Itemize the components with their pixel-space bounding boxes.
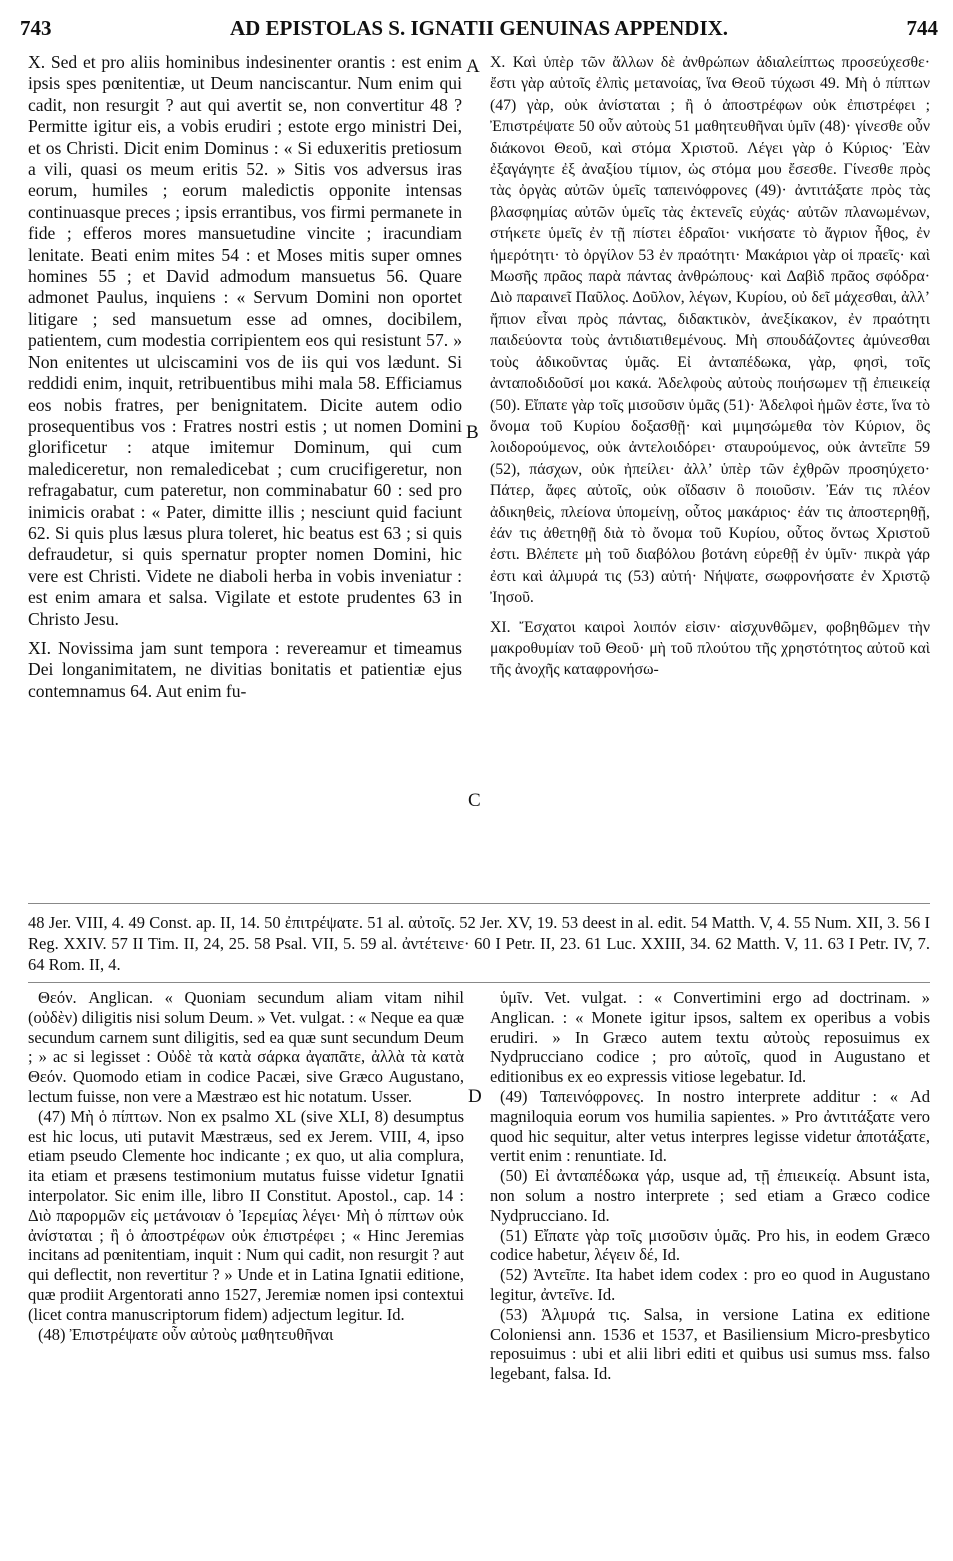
note-paragraph: (50) Εἰ ἀνταπέδωκα γάρ, usque ad, τῇ ἐπιεικείᾳ. Absunt ista, non solum a nostro interprete ; sed etiam a Græco codice Nydprucciano. Id.	[490, 1166, 930, 1225]
note-paragraph: (51) Εἴπατε γὰρ τοῖς μισοῦσιν ὑμᾶς. Pro his, in eodem Græco codice habetur, λέγειν δέ, Id.	[490, 1225, 930, 1265]
page-number-right: 744	[906, 16, 938, 40]
latin-text-column	[28, 52, 462, 897]
greek-chapter-x: X. Καὶ ὑπὲρ τῶν ἄλλων δὲ ἀνθρώπων ἀδιαλείπτως προσεύχεσθε· ἔστι γὰρ αὐτοῖς ἐλπὶς μετανοίας, ἵνα Θεοῦ τύχωσι 49. Μὴ ὁ πίπτων (47) γὰρ, οὐκ ἀνίσταται ; ἢ ὁ ἀποστρέφων οὐκ ἐπιστρέφει ; Ἐπιστρέψατε 50 οὖν αὐτοὺς 51 μαθητευθῆναι ὑμῖν (48)· γίνεσθε οὖν διάκονοι Θεοῦ, καὶ στόμα Χριστοῦ. Λέγει γὰρ ὁ Κύριος· Ἐὰν ἐξαγάγητε ἐξ ἀναξίου τίμιον, ὡς στόμα μου ἔσεσθε. Γίνεσθε πρὸς τὰς ὀργὰς αὐτῶν ὑμεῖς ταπεινόφρονες (49)· ἀντιτάξατε πρὸς τὰς βλασφημίας αὐτῶν ὑμεῖς τὰς ἐκτενεῖς εὐχάς· αὐτῶν πλανωμένων, στήκετε ὑμεῖς ἐν τῇ πίστει ἑδραῖοι· νικήσατε τὸ ἄγριον ἦθος, ἐν ἡμερότητι· τὸ ὀργίλον 53 ἐν πραότητι· Μακάριοι γὰρ οἱ πραεῖς· καὶ Μωσῆς πρᾶος παρὰ πάντας ἀνθρώπους· καὶ Δαβὶδ πρᾶος σφόδρα· Διὸ παραινεῖ Παῦλος. Δοῦλον, λέγων, Κυρίου, οὐ δεῖ μάχεσθαι, ἀλλ’ ἤπιον εἶναι πρὸς πάντας, διδακτικὸν, ἀνεξίκακον, ἐν πραότητι παιδεύοντα τοὺς ἀντιδιατιθεμένους. Μὴ σπουδάζοντες ἀμύνεσθαι τοὺς ἀδικοῦντας ὑμᾶς. Εἰ ἀνταπέδωκα, γὰρ, φησὶ, τοῖς ἀνταποδιδοῦσί μοι κακά. Ἀδελφοὺς αὐτοὺς ποιήσωμεν τῇ ἐπιεικείᾳ (50). Εἴπατε γὰρ τοῖς μισοῦσιν ὑμᾶς (51)· Ἀδελφοὶ ἡμῶν ἐστε, ἵνα τὸ ὄνομα τοῦ Κυρίου δοξασθῇ· καὶ μιμησώμεθα τὸν Κύριον, ὃς λοιδορούμενος, οὐκ ἀντελοιδόρει· σταυρούμενος, οὐκ ἀντεῖπε 59 (52), πάσχων, οὐκ ἠπείλει· ἀλλ’ ὑπὲρ τῶν ἐχθρῶν προσηύχετο· Πάτερ, ἄφες αὐτοῖς, οὐκ οἴδασιν ὃ ποιοῦσιν. Ἐάν τις πλέον ἀδικηθεὶς, πλείονα ὑπομείνῃ, οὗτος μακάριος· ἐάν τις ἀποστερηθῇ, ἐάν τις ἀθετηθῇ διὰ τὸ ὄνομα τοῦ Κυρίου, οὗτος ὄντως Χριστοῦ ἐστι. Βλέπετε μὴ τοῦ διαβόλου βοτάνη εὑρεθῇ ἐν ὑμῖν· πικρὰ γάρ ἐστι καὶ ἁλμυρά τις (53) αὐτή· Νήψατε, σωφρονήσατε ἐν Χριστῷ Ἰησοῦ.	[490, 54, 930, 607]
notes-right-column	[490, 988, 930, 1458]
notes-rule	[28, 982, 930, 983]
running-title: AD EPISTOLAS S. IGNATII GENUINAS APPENDIX.	[229, 16, 729, 40]
footnote-rule	[28, 903, 930, 904]
scripture-references: 48 Jer. VIII, 4. 49 Const. ap. II, 14. 50 ἐπιτρέψατε. 51 al. αὐτοῖς. 52 Jer. XV, 19. 53 deest in al. edit. 54 Matth. V, 4. 55 Num. XII, 3. 56 I Reg. XXIV. 57 II Tim. II, 24, 25. 58 Psal. VII, 5. 59 al. ἀντέτεινε· 60 I Petr. II, 23. 61 Luc. XXIII, 34. 62 Matth. V, 11. 63 I Petr. IV, 7. 64 Rom. II, 4.	[28, 913, 930, 974]
note-paragraph: ὑμῖν. Vet. vulgat. : « Convertimini ergo ad doctrinam. » Anglican. : « Monete igitur ipsos, saltem ex operibus a vobis erudiri. » In Græco autem textu αὐτοὺς reposuimus ex Nydprucciano codice ; pro αὐτοῖς, quod in Augustano et editionibus ex eo expressis vitiose legebatur. Id.	[490, 988, 930, 1087]
page-number-left: 743	[20, 16, 52, 40]
note-paragraph: (53) Ἁλμυρά τις. Salsa, in versione Latina ex editione Coloniensi ann. 1536 et 1537, et Basiliensium Micro-presbytico reposuimus : ubi et alii libri editi et quibus usi sumus mss. falso legebant, falsa. Id.	[490, 1304, 930, 1384]
margin-letter-d: D	[468, 1086, 482, 1107]
notes-left-column	[28, 988, 464, 1458]
greek-chapter-xi: XI. Ἔσχατοι καιροὶ λοιπόν εἰσιν· αἰσχυνθῶμεν, φοβηθῶμεν τὴν μακροθυμίαν τοῦ Θεοῦ· μὴ τοῦ πλούτου τῆς χρηστότητος αὐτοῦ καὶ τῆς ἀνοχῆς καταφρονήσω-	[490, 618, 930, 679]
running-header	[20, 10, 938, 44]
latin-chapter-x: X. Sed et pro aliis hominibus indesinenter orantis : est enim ipsis spes pœnitentiæ, ut Deum nanciscantur. Num enim qui cadit, non resurgit ? aut qui avertit se, non convertitur 48 ? Permitte igitur eis, a vobis erudiri ; estote ergo ministri Dei, et os Christi. Dicit enim Dominus : « Si eduxeritis pretiosum a vili, quasi os meum eritis 52. » Sitis vos adversus iras eorum, humiles ; eorum maledictis opponite intensas continuasque preces ; ipsis errantibus, vos firmi permanete in fide ; efferos mores mansuetudine vincite ; iracundiam lenitate. Beati enim mites 54 : et Moses mitis super omnes homines 55 ; et David admodum mansuetus 56. Quare admonet Paulus, inquiens : « Servum Domini non oportet litigare ; sed mansuetum esse ad omnes, docibilem, patientem, cum modestia corripientem eos qui resistunt 57. » Non enitentes ut ulciscamini vos de iis qui vos lædunt. Si reddidi enim, inquit, retribuentibus mihi mala 58. Efficiamus eos nobis fratres, per benignitatem. Dicite autem odio prosequentibus vos : Fratres nostri estis ; ut nomen Domini glorificetur : atque imitemur Dominum, qui cum malediceretur, non remaledicebat ; cum crucifigeretur, non refragabatur, cum pateretur, non comminabatur 60 : sed pro inimicis orabat : « Pater, dimitte illis ; nesciunt quid faciunt 62. Si quis plus læsus plura toleret, hic beatus est 63 ; si quis defraudetur, si quis spernatur propter nomen Domini, hic vere est Christi. Videte ne diaboli herba in vobis inveniatur : est enim amara et salsa. Vigilate et estote prudentes 63 in Christo Jesu.	[28, 52, 462, 629]
latin-chapter-xi: XI. Novissima jam sunt tempora : revereamur et timeamus Dei longanimitatem, ne divitias bonitatis et patientiæ ejus contemnamus 64. Aut enim fu-	[28, 637, 462, 701]
margin-letter-b: B	[466, 422, 479, 443]
note-paragraph: (48) Ἐπιστρέψατε οὖν αὐτοὺς μαθητευθῆναι	[38, 1324, 334, 1344]
margin-letter-a: A	[466, 56, 480, 77]
greek-text-column	[490, 52, 930, 897]
note-paragraph: Θεόν. Anglican. « Quoniam secundum aliam vitam nihil (οὐδὲν) diligitis nisi solum Deum. » Vet. vulgat. : « Neque ea quæ secundum carnem sunt diligitis, sed ea quæ sunt secundum Deum ; » ac si legisset : Οὐδὲ τὰ κατὰ σάρκα ἀγαπᾶτε, ἀλλὰ τὰ κατὰ Θεόν. Quomodo etiam in codice Pacæi, sive Græco Augustano, lectum fuisse, non vere a Mæstræo est hic notatum. Usser.	[28, 988, 464, 1106]
margin-letter-c: C	[468, 790, 481, 811]
note-paragraph: (47) Μὴ ὁ πίπτων. Non ex psalmo XL (sive XLI, 8) desumptus est hic locus, uti putavit Mæstræus, sed ex Jerem. VIII, 4, ipso etiam pseudo Clemente hoc indicante ; ex quo, ut alia complura, ita etiam et præsens testimonium mutatus fuisse videtur Ignatii interpolator. Sic enim ille, libro II Constitut. Apostol., cap. 14 : Διὸ παρορμῶν εἰς μετάνοιαν ὁ Ἰερεμίας λέγει· Μὴ ὁ πίπτων οὐκ ἀνίσταται ; ἢ ὁ ἀποστρέφων οὐκ ἐπιστρέφει ; « Hinc Jeremias incitans ad pœnitentiam, inquit : Num qui cadit, non resurgit ? aut qui deflectit, non revertitur ? » Unde et in Latina Ignatii editione, quæ prodiit Argentorati anno 1527, Jeremiæ nomen ipsi contextui (licet contra manuscriptorum fidem) adjectum legitur. Id.	[28, 1106, 464, 1324]
note-paragraph: (49) Ταπεινόφρονες. In nostro interprete additur : « Ad magniloquia eorum vos humilia sapientes. » Pro ἀντιτάξατε vero quod hic sequitur, alter vetus interpres legisse videtur ἀποτάξατε, vertit enim : renuntiate. Id.	[490, 1086, 930, 1166]
note-paragraph: (52) Ἀντεῖπε. Ita habet idem codex : pro eo quod in Augustano legitur, ἀντεῖνε. Id.	[490, 1265, 930, 1304]
